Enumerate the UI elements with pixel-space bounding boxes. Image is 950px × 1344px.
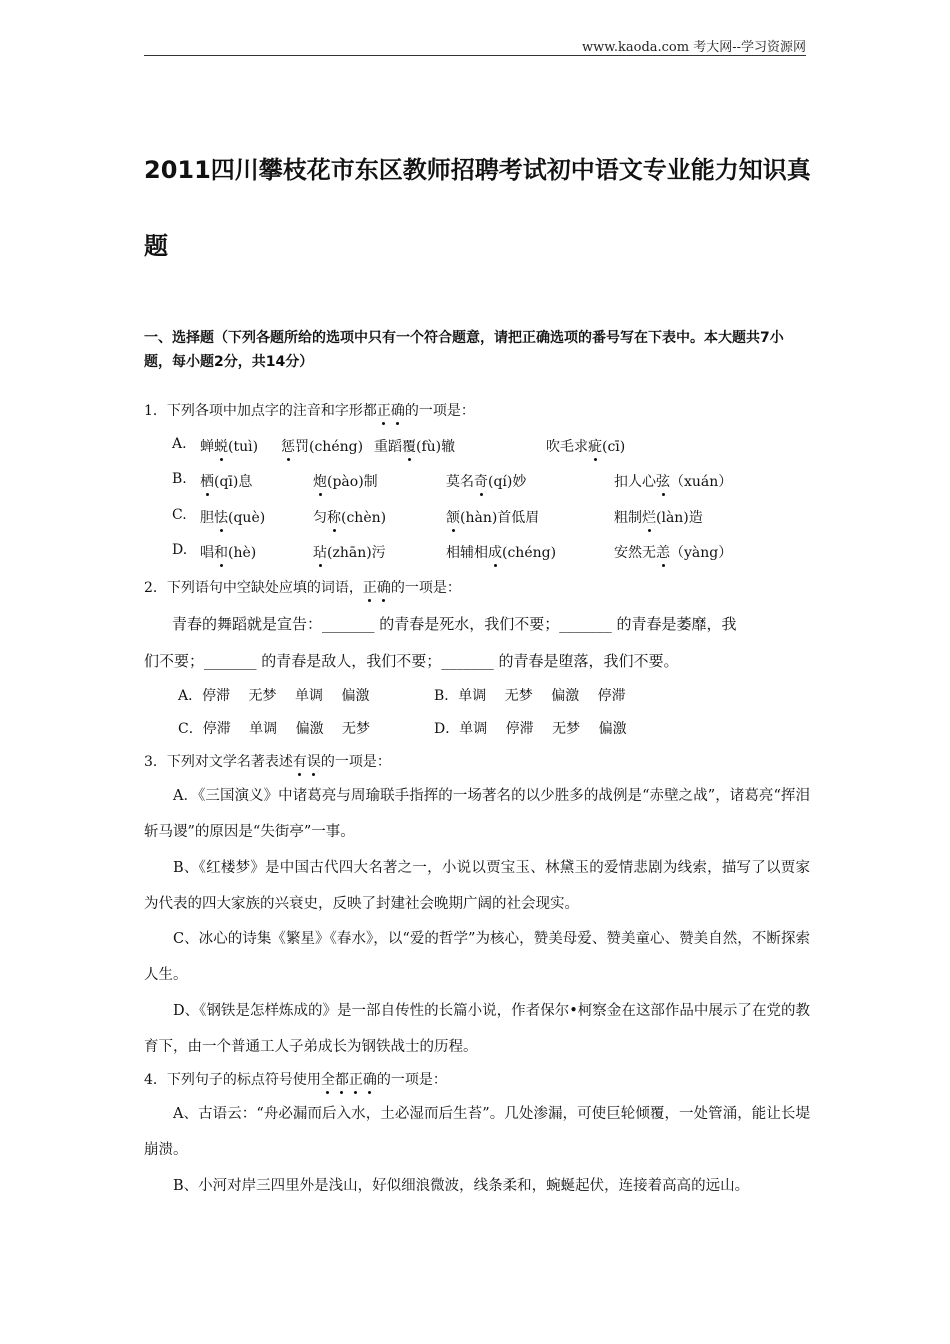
stem-text: 的一项是： [390,580,461,596]
question-2-stem [144,577,461,597]
stem-text: 的一项是： [404,403,475,419]
option-letter: A. [172,436,187,452]
question-4-option-b: B、小河对岸三四里外是浅山，好似细浪微波，线条柔和，蜿蜒起伏，连接着高高的远山。 [173,1178,750,1194]
question-4-stem [144,1069,447,1089]
option-word: 胆怯(què) [200,507,265,527]
option-word: 吹毛求疵(cī) [546,436,625,456]
option-word: 炮(pào)制 [313,471,378,491]
dotted-char: 正 [349,1069,363,1089]
option-word: 惩罚(chéng) [281,436,363,456]
option-word: 安然无恙（yàng） [614,542,732,562]
option-word: 相辅相成(chéng) [446,542,556,562]
dotted-char: 确 [363,1069,377,1089]
stem-text: 3．下列对文学名著表述 [144,754,293,770]
option-word: 颔(hàn)首低眉 [446,507,539,527]
option-word: 粗制烂(làn)造 [614,507,703,527]
option-word: 扣人心弦（xuán） [614,471,732,491]
stem-text: 的一项是： [320,754,391,770]
dotted-char: 有 [293,751,307,771]
option-word: 蝉蜕(tuì) [200,436,258,456]
question-2-passage-line-2: 们不要；_______ 的青春是敌人，我们不要；_______ 的青春是堕落，我们不要。 [144,652,679,670]
question-3-option-c: C、冰心的诗集《繁星》《春水》，以“爱的哲学”为核心，赞美母爱、赞美童心、赞美自然，不断探索人生。 [144,931,810,983]
option-word: 唱和(hè) [200,542,256,562]
page-header: www.kaoda.com 考大网--学习资源网 [582,40,806,55]
dotted-char: 全 [321,1069,335,1089]
dotted-char: 确 [377,577,391,597]
question-1-stem [144,400,475,420]
dotted-char: 都 [335,1069,349,1089]
question-2-passage-line-1: 青春的舞蹈就是宣告：_______ 的青春是死水，我们不要；_______ 的青春是萎靡，我 [172,615,737,633]
option-word: 莫名奇(qí)妙 [446,471,526,491]
option-word: 重蹈覆(fù)辙 [374,436,455,456]
question-3-stem [144,751,391,771]
dotted-char: 正 [377,400,391,420]
option-word: 玷(zhān)污 [313,542,386,562]
dotted-char: 正 [363,577,377,597]
stem-text: 2．下列语句中空缺处应填的词语， [144,580,363,596]
question-4-option-a: A、古语云：“舟必漏而后入水，土必湿而后生苔”。几处渗漏，可使巨轮倾覆，一处管涌，能让长堤崩溃。 [144,1106,810,1158]
stem-text: 1．下列各项中加点字的注音和字形都 [144,403,377,419]
option-word: 匀称(chèn) [313,507,386,527]
question-2-option-a: A．停滞 无梦 单调 偏激 [178,688,370,704]
question-2-option-c: C．停滞 单调 偏激 无梦 [178,721,371,737]
section-heading: 一、选择题（下列各题所给的选项中只有一个符合题意，请把正确选项的番号写在下表中。本大题共7小题，每小题2分，共14分） [144,330,784,370]
question-3-option-b: B、《红楼梦》是中国古代四大名著之一，小说以贾宝玉、林黛玉的爱情悲剧为线索，描写了以贾家为代表的四大家族的兴衰史，反映了封建社会晚期广阔的社会现实。 [144,860,810,912]
question-2-option-d: D．单调 停滞 无梦 偏激 [434,721,627,737]
question-3-option-a: A．《三国演义》中诸葛亮与周瑜联手指挥的一场著名的以少胜多的战例是“赤壁之战”，诸葛亮“挥泪斩马谡”的原因是“失街亭”一事。 [144,788,810,840]
stem-text: 4．下列句子的标点符号使用 [144,1072,321,1088]
dotted-char: 误 [307,751,321,771]
page-title: 2011四川攀枝花市东区教师招聘考试初中语文专业能力知识真题 [144,156,811,260]
stem-text: 的一项是： [376,1072,447,1088]
question-2-option-b: B．单调 无梦 偏激 停滞 [434,688,626,704]
option-letter: C. [172,507,187,523]
option-letter: D. [172,542,188,558]
dotted-char: 确 [391,400,405,420]
question-3-option-d: D、《钢铁是怎样炼成的》是一部自传性的长篇小说，作者保尔•柯察金在这部作品中展示了在党的教育下，由一个普通工人子弟成长为钢铁战士的历程。 [144,1003,810,1055]
header-divider [144,55,806,56]
option-word: 栖(qī)息 [200,471,252,491]
option-letter: B. [172,471,187,487]
